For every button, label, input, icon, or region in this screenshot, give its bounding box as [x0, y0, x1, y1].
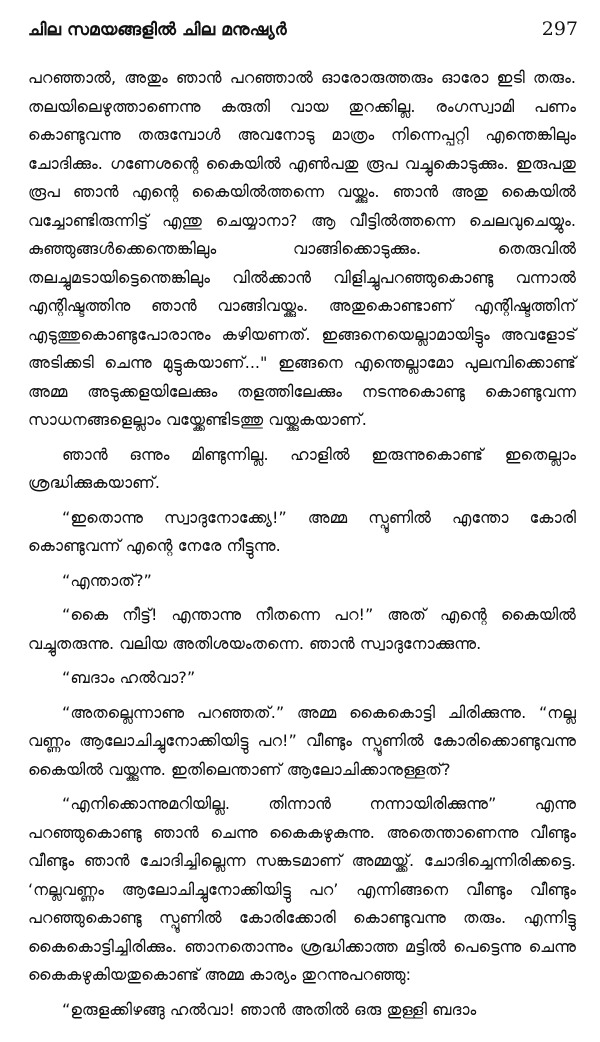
paragraph-continued: പറഞ്ഞാൽ, അതും ഞാൻ പറഞ്ഞാൽ ഓരോരുത്തരും ഓരോ ഇടി തരും. തലയിലെഴുത്താണെന്നു കരുതി വായ തുറക്കില്ല. രംഗസ്വാമി പണം കൊണ്ടുവന്നു തരുമ്പോൾ അവനോടു മാത്രം നിന്നെപ്പറ്റി എന്തെങ്കിലും ചോദിക്കും. ഗണേശന്റെ കൈയിൽ എൺപതു രൂപ വച്ചുകൊടുക്കും. ഇരുപതു രൂപ ഞാൻ എന്റെ കൈയിൽത്തന്നെ വയ്ക്കും. ഞാൻ അതു കൈയിൽ വച്ചോണ്ടിരുന്നിട്ട് എന്തു ചെയ്യാനാ? ആ വീട്ടിൽത്തന്നെ ചെലവുചെയ്യും. കുഞ്ഞുങ്ങൾക്കെന്തെങ്കിലും വാങ്ങിക്കൊടുക്കും. തെരുവിൽ തലച്ചുമടായിട്ടെന്തെങ്കിലും വിൽക്കാൻ വിളിച്ചുപറഞ്ഞുകൊണ്ടു വന്നാൽ എന്റിഷ്ടത്തിനു ഞാൻ വാങ്ങിവയ്ക്കും. അതുകൊണ്ടാണ് എന്റിഷ്ടത്തിന് എടുത്തുകൊണ്ടുപോരാനും കഴിയണത്. ഇങ്ങനെയെല്ലാമായിട്ടും അവളോട് അടിക്കടി ചെന്നു മുട്ടുകയാണ്..." ഇങ്ങനെ എന്തെല്ലാമോ പുലമ്പിക്കൊണ്ട് അമ്മ അടുക്കളയിലേക്കും തളത്തിലേക്കും നടന്നുകൊണ്ടു കൊണ്ടുവന്ന സാധനങ്ങളെല്ലാം വയ്ക്കേണ്ടിടത്തു വയ്ക്കുകയാണ്.: [28, 68, 576, 429]
paragraph: “എനിക്കൊന്നുമറിയില്ല. തിന്നാൻ നന്നായിരിക്കുന്നു” എന്നു പറഞ്ഞുകൊണ്ടു ഞാൻ ചെന്നു കൈകഴുകുന്നു. അതെന്താണെന്നു വീണ്ടും വീണ്ടും ഞാൻ ചോദിച്ചില്ലെന്ന സങ്കടമാണ് അമ്മയ്ക്ക്. ചോദിച്ചെന്നിരിക്കട്ടെ. ‘നല്ലവണ്ണം ആലോചിച്ചുനോക്കിയിട്ടു പറ’ എന്നിങ്ങനെ വീണ്ടും വീണ്ടും പറഞ്ഞുകൊണ്ടു സ്പൂണിൽ കോരിക്കോരി കൊണ്ടുവന്നു തരും. എന്നിട്ടു കൈകൊട്ടിച്ചിരിക്കും. ഞാനതൊന്നും ശ്രദ്ധിക്കാത്ത മട്ടിൽ പെട്ടെന്നു ചെന്നു കൈകഴുകിയതുകൊണ്ട് അമ്മ കാര്യം തുറന്നുപറഞ്ഞു:: [28, 794, 576, 984]
paragraph: “കൈ നീട്ട്! എന്താന്നു നീതന്നെ പറ!” അത് എന്റെ കൈയിൽ വച്ചുതരുന്നു. വലിയ അതിശയംതന്നെ. ഞാൻ സ്വാദുനോക്കുന്നു.: [28, 605, 576, 653]
body-text: [28, 64, 576, 1030]
paragraph: “ബദാം ഹൽവാ?”: [62, 668, 196, 687]
running-title: ചില സമയങ്ങളിൽ ചില മനുഷ്യർ: [28, 20, 287, 40]
paragraph: “എന്താത്?”: [62, 570, 152, 590]
page-number: 297: [541, 18, 578, 40]
paragraph: “ഉരുളക്കിഴങ്ങു ഹൽവാ! ഞാൻ അതിൽ ഒരു തുള്ളി ബദാം: [62, 999, 477, 1019]
paragraph: ഞാൻ ഒന്നും മിണ്ടുന്നില്ല. ഹാളിൽ ഇരുന്നുകൊണ്ട് ഇതെല്ലാം ശ്രദ്ധിക്കുകയാണ്.: [28, 444, 576, 492]
paragraph: “ഇതൊന്നു സ്വാദുനോക്ക്യേ!” അമ്മ സ്പൂണിൽ എന്തോ കോരി കൊണ്ടുവന്ന് എന്റെ നേരേ നീട്ടുന്നു.: [28, 507, 576, 555]
page-header: [28, 18, 578, 46]
paragraph: “അതല്ലെന്നാണു പറഞ്ഞത്.” അമ്മ കൈകൊട്ടി ചിരിക്കുന്നു. “നല്ല വണ്ണം ആലോചിച്ചുനോക്കിയിട്ടു പറ!” വീണ്ടും സ്പൂണിൽ കോരിക്കൊണ്ടുവന്നു കൈയിൽ വയ്ക്കുന്നു. ഇതിലെന്താണ് ആലോചിക്കാനുള്ളത്?: [28, 702, 576, 779]
